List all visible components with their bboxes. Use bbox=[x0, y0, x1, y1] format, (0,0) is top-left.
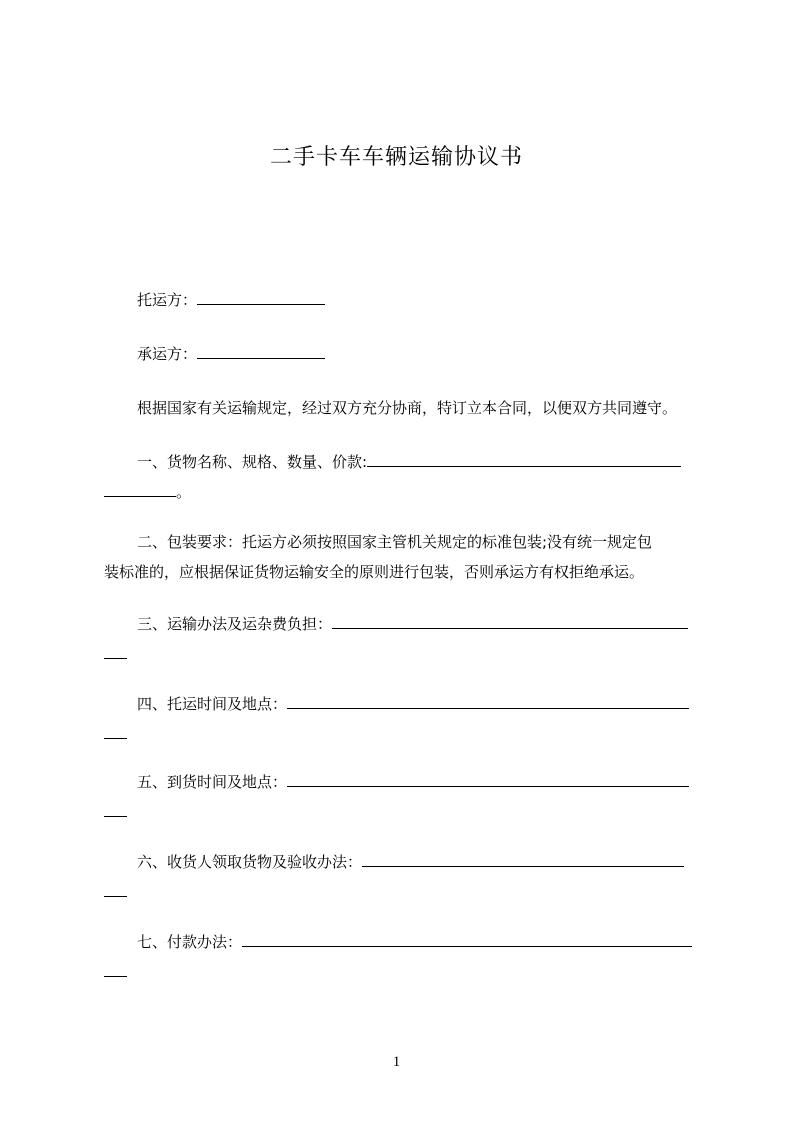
clause-1-blank[interactable] bbox=[367, 452, 681, 467]
clause-4-label: 四、托运时间及地点： bbox=[137, 695, 288, 713]
clause-4 bbox=[104, 688, 737, 720]
clause-3-continuation bbox=[104, 638, 704, 670]
consignor-line bbox=[104, 284, 737, 316]
clause-6-label: 六、收货人领取货物及验收办法： bbox=[137, 853, 363, 871]
clause-5-label: 五、到货时间及地点： bbox=[137, 773, 288, 791]
clause-7-continuation bbox=[104, 956, 704, 988]
clause-5-continuation bbox=[104, 796, 704, 828]
intro-paragraph: 根据国家有关运输规定，经过双方充分协商，特订立本合同，以便双方共同遵守。 bbox=[137, 399, 678, 417]
clause-6-blank-2[interactable] bbox=[104, 882, 127, 897]
clause-2-line-2: 装标准的，应根据保证货物运输安全的原则进行包装，否则承运方有权拒绝承运。 bbox=[104, 563, 645, 581]
consignor-blank[interactable] bbox=[197, 290, 325, 305]
clause-5-blank-2[interactable] bbox=[104, 802, 127, 817]
clause-2-line-1: 二、包装要求：托运方必须按照国家主管机关规定的标准包装;没有统一规定包 bbox=[137, 533, 653, 551]
clause-1-continuation bbox=[104, 476, 704, 508]
clause-3-blank-2[interactable] bbox=[104, 644, 127, 659]
clause-3-blank[interactable] bbox=[332, 614, 688, 629]
clause-1-blank-2[interactable] bbox=[104, 482, 176, 497]
clause-7 bbox=[104, 926, 737, 958]
clause-7-label: 七、付款办法： bbox=[137, 933, 243, 951]
clause-6-blank[interactable] bbox=[362, 852, 684, 867]
clause-3 bbox=[104, 608, 737, 640]
consignor-label: 托运方： bbox=[137, 291, 198, 309]
clause-7-blank[interactable] bbox=[242, 932, 692, 947]
carrier-label: 承运方： bbox=[137, 345, 198, 363]
page-title: 二手卡车车辆运输协议书 bbox=[269, 145, 523, 170]
page-number: 1 bbox=[392, 1054, 401, 1070]
clause-5-blank[interactable] bbox=[287, 772, 689, 787]
carrier-blank[interactable] bbox=[197, 344, 325, 359]
clause-7-blank-2[interactable] bbox=[104, 962, 127, 977]
clause-6 bbox=[104, 846, 737, 878]
clause-4-continuation bbox=[104, 718, 704, 750]
clause-3-label: 三、运输办法及运杂费负担： bbox=[137, 615, 333, 633]
clause-4-blank[interactable] bbox=[287, 694, 689, 709]
clause-1-label: 一、货物名称、规格、数量、价款: bbox=[137, 453, 368, 471]
clause-1-end: 。 bbox=[176, 483, 192, 501]
carrier-line bbox=[104, 338, 737, 370]
clause-4-blank-2[interactable] bbox=[104, 724, 127, 739]
clause-1 bbox=[104, 446, 737, 478]
clause-6-continuation bbox=[104, 876, 704, 908]
clause-5 bbox=[104, 766, 737, 798]
